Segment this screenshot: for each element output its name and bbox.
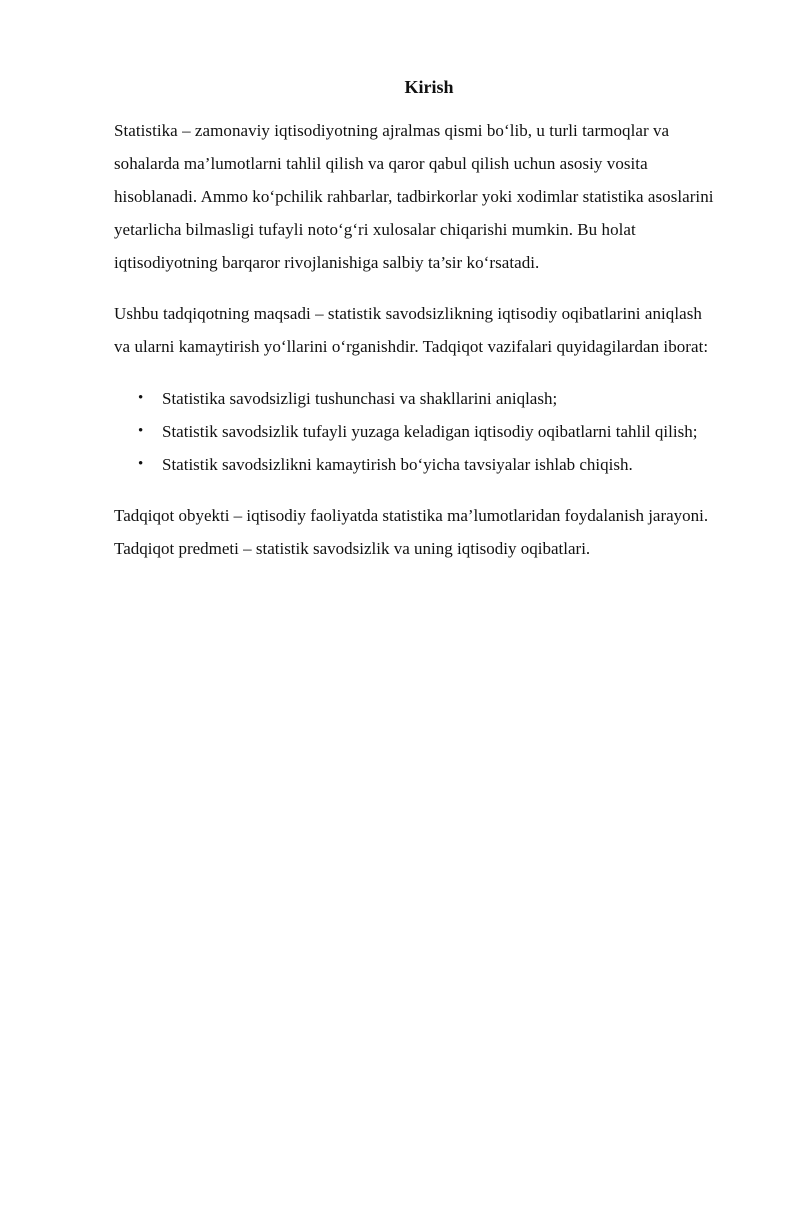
bullet-icon: • (138, 456, 144, 472)
list-item-text: Statistik savodsizlikni kamaytirish bo‘yicha tavsiyalar ishlab chiqish. (162, 455, 633, 474)
bullet-icon: • (138, 390, 144, 406)
list-item-text: Statistik savodsizlik tufayli yuzaga keladigan iqtisodiy oqibatlarni tahlil qilish; (162, 422, 698, 441)
research-subject-line: Tadqiqot predmeti – statistik savodsizlik va uning iqtisodiy oqibatlari. (114, 539, 591, 558)
bullet-icon: • (138, 423, 144, 439)
document-page (0, 76, 800, 1207)
page-title: Kirish (404, 77, 454, 97)
purpose-paragraph: Ushbu tadqiqotning maqsadi – statistik savodsizlikning iqtisodiy oqibatlarini aniqlash va ularni kamaytirish yo‘llarini o‘rganishdir. Tadqiqot vazifalari quyidagilardan iborat: (114, 304, 709, 356)
list-item (114, 448, 714, 481)
list-item (114, 382, 714, 415)
list-item-text: Statistika savodsizligi tushunchasi va shakllarini aniqlash; (162, 389, 558, 408)
list-item (114, 415, 714, 448)
tasks-list (114, 382, 714, 481)
research-object-line: Tadqiqot obyekti – iqtisodiy faoliyatda statistika ma’lumotlaridan foydalanish jarayoni. (114, 506, 709, 525)
intro-paragraph: Statistika – zamonaviy iqtisodiyotning ajralmas qismi bo‘lib, u turli tarmoqlar va sohalarda ma’lumotlarni tahlil qilish va qaror qabul qilish uchun asosiy vosita hisoblanadi. Ammo ko‘pchilik rahbarlar, tadbirkorlar yoki xodimlar statistika asoslarini yetarlicha bilmasligi tufayli noto‘g‘ri xulosalar chiqarishi mumkin. Bu holat iqtisodiyotning barqaror rivojlanishiga salbiy ta’sir ko‘rsatadi. (114, 121, 714, 272)
object-subject-block (114, 499, 714, 565)
